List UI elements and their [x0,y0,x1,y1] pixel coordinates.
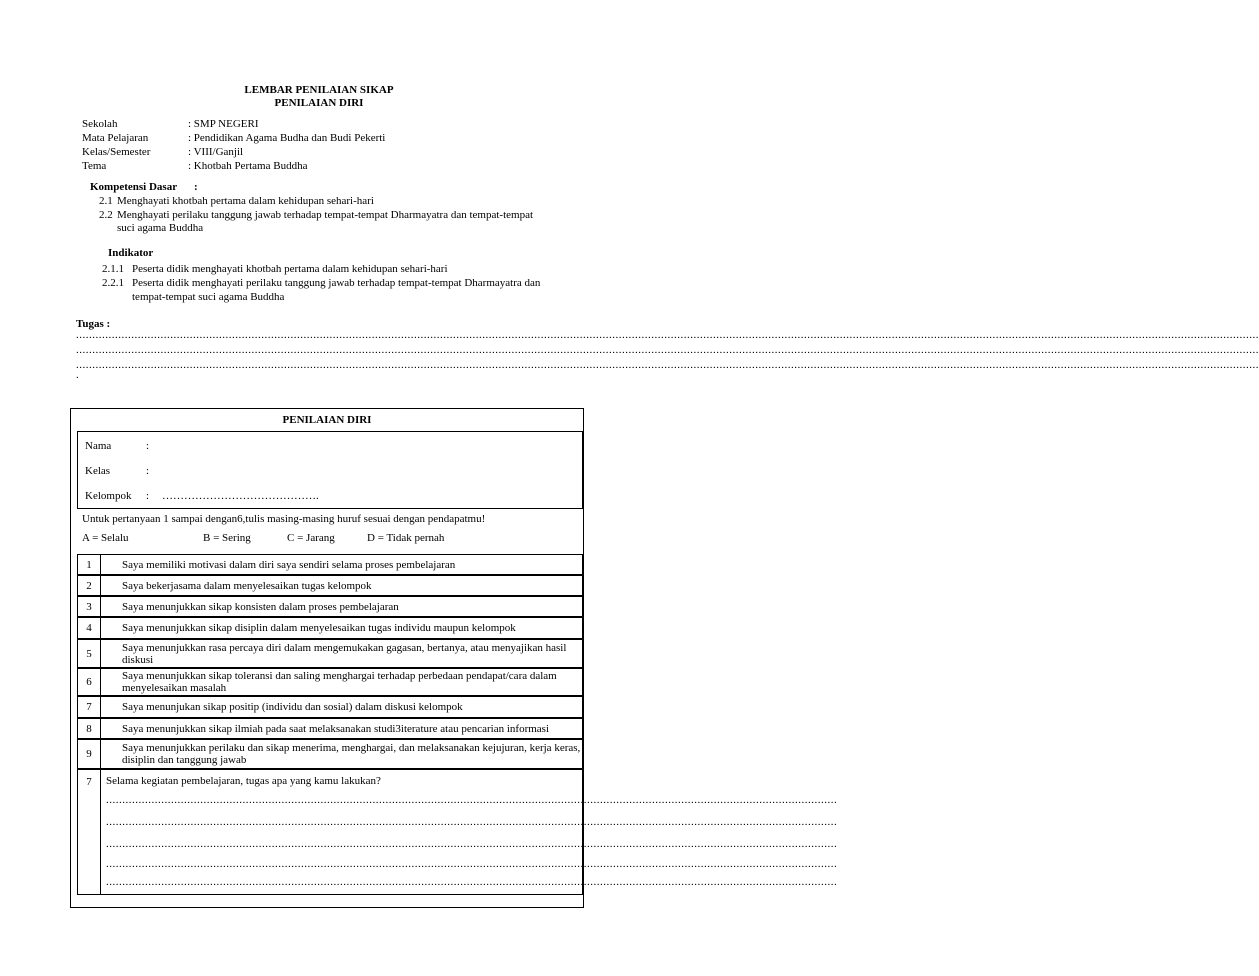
question-row [77,554,583,575]
question-num: 7 [78,770,101,894]
ind-text-1: Peserta didik menghayati khotbah pertama dalam kehidupan sehari-hari [132,263,448,275]
question-row [77,718,583,739]
kompetensi-heading: Kompetensi Dasar [90,181,178,193]
tugas-end-dot: . [76,369,79,381]
question-num: 7 [78,697,101,717]
question-row [77,596,583,617]
answer-line-1[interactable]: ................................................................................................................................................................................................................................. [106,794,838,806]
scale-a: A = Selalu [82,532,129,544]
open-question-body [100,770,838,894]
info-value-tema: : Khotbah Pertama Buddha [188,160,308,172]
info-label-kelas: Kelas/Semester [82,146,151,158]
kompetensi-colon: : [194,181,198,193]
question-num: 4 [78,618,101,638]
doc-title: LEMBAR PENILAIAN SIKAP [244,84,394,96]
scale-c: C = Jarang [287,532,335,544]
question-text: Saya menunjukkan sikap ilmiah pada saat melaksanakan studi3iterature atau pencarian informasi [122,722,550,735]
nama-label: Nama [85,440,112,452]
answer-line-3[interactable]: ................................................................................................................................................................................................................................. [106,838,838,850]
question-text: Saya memiliki motivasi dalam diri saya sendiri selama proses pembelajaran [122,558,456,571]
question-text: Saya menunjukkan sikap konsisten dalam proses pembelajaran [122,600,399,613]
question-text: Saya bekerjasama dalam menyelesaikan tugas kelompok [122,579,372,592]
scale-d: D = Tidak pernah [367,532,445,544]
question-num: 9 [78,740,101,768]
question-num: 6 [78,669,101,695]
open-question-text: Selama kegiatan pembelajaran, tugas apa yang kamu lakukan? [106,775,381,787]
nama-field[interactable] [160,436,460,452]
nama-colon: : [146,440,150,452]
info-label-sekolah: Sekolah [82,118,118,130]
question-row [77,575,583,596]
kd-num-2: 2.2 [99,209,113,221]
kelas-field[interactable] [160,461,460,477]
question-row [77,668,583,696]
kelompok-colon: : [146,490,150,502]
question-num: 3 [78,597,101,616]
kd-text-2: Menghayati perilaku tanggung jawab terhadap tempat-tempat Dharmayatra dan tempat-tempat [117,209,534,221]
info-value-sekolah: : SMP NEGERI [188,118,259,130]
kd-text-1: Menghayati khotbah pertama dalam kehidupan sehari-hari [117,195,374,207]
kelompok-label: Kelompok [85,490,132,502]
info-value-mapel: : Pendidikan Agama Budha dan Budi Pekerti [188,132,386,144]
tugas-line-3[interactable]: ............................................................................................................................................................................................................................................................................................................................................................................ [76,359,1259,371]
answer-line-4[interactable]: ................................................................................................................................................................................................................................. [106,858,838,870]
indikator-heading: Indikator [108,247,154,259]
answer-line-5[interactable]: ................................................................................................................................................................................................................................. [106,876,838,888]
ind-text-2: Peserta didik menghayati perilaku tanggung jawab terhadap tempat-tempat Dharmayatra dan [132,277,541,289]
kd-num-1: 2.1 [99,195,113,207]
info-label-tema: Tema [82,160,107,172]
question-num: 8 [78,719,101,738]
ind-text-2b: tempat-tempat suci agama Buddha [132,291,285,303]
question-row [77,696,583,718]
ind-num-2: 2.2.1 [102,277,124,289]
question-num: 5 [78,640,101,667]
info-value-kelas: : VIII/Ganjil [188,146,244,158]
answer-line-2[interactable]: ................................................................................................................................................................................................................................. [106,816,838,828]
question-row [77,739,583,769]
scale-b: B = Sering [203,532,251,544]
question-text: Saya menunjukkan perilaku dan sikap menerima, menghargai, dan melaksanakan kejujuran, kerja keras, disiplin dan tanggung jawab [122,742,581,766]
info-label-mapel: Mata Pelajaran [82,132,149,144]
ind-num-1: 2.1.1 [102,263,124,275]
doc-subtitle: PENILAIAN DIRI [274,97,364,109]
tugas-line-1[interactable]: ............................................................................................................................................................................................................................................................................................................................................................................ [76,329,1259,341]
tugas-line-2[interactable]: ............................................................................................................................................................................................................................................................................................................................................................................ [76,344,1259,356]
question-text: Saya menunjukan sikap positip (individu dan sosial) dalam diskusi kelompok [122,701,463,713]
question-row [77,617,583,639]
question-text: Saya menunjukkan sikap toleransi dan saling menghargai terhadap perbedaan pendapat/cara dalam menyelesaikan masalah [122,670,557,694]
question-text: Saya menunjukkan sikap disiplin dalam menyelesaikan tugas individu maupun kelompok [122,622,516,634]
question-num: 2 [78,576,101,595]
instruction-text: Untuk pertanyaan 1 sampai dengan6,tulis masing-masing huruf sesuai dengan pendapatmu! [82,513,486,525]
question-row [77,639,583,668]
kelas-colon: : [146,465,150,477]
open-question-row [77,769,838,895]
question-text: Saya menunjukkan rasa percaya diri dalam mengemukakan gagasan, bertanya, atau menyajikan hasil diskusi [122,641,567,666]
tugas-label: Tugas : [76,318,111,330]
question-num: 1 [78,555,101,574]
kelas-label: Kelas [85,465,111,477]
penilaian-title: PENILAIAN DIRI [282,414,372,426]
kelompok-field[interactable]: ……………………………………. [162,490,319,502]
kd-text-2b: suci agama Buddha [117,222,204,234]
